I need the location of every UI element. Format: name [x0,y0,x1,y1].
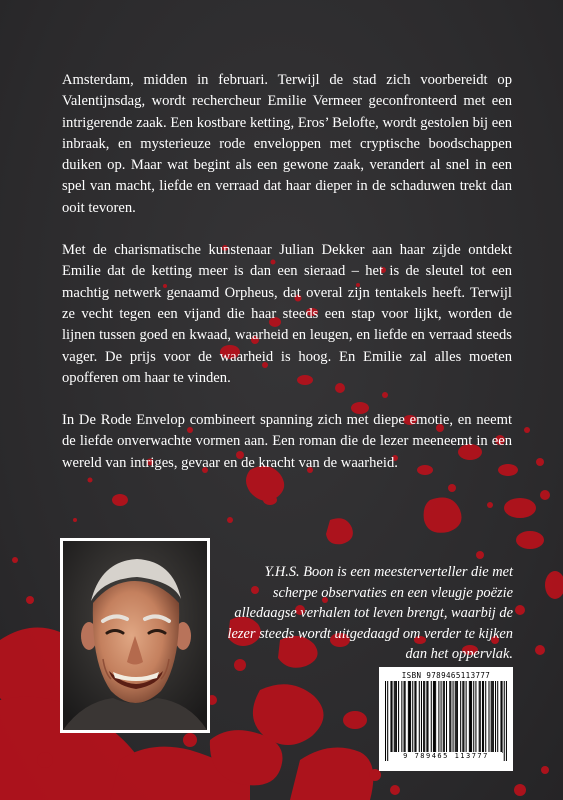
barcode-bar [426,681,427,753]
barcode-bar [409,681,410,753]
barcode-bar [441,681,442,753]
barcode-bar [483,681,484,753]
barcode-bar [416,681,417,753]
barcode-bar [485,681,486,753]
barcode-bar [446,681,447,753]
isbn-digits: 9 789465 113777 [390,752,502,761]
barcode-bars [385,681,507,761]
barcode-bar [404,681,405,753]
barcode-bar [473,681,474,753]
barcode-bar [433,681,434,753]
barcode-bar [424,681,425,753]
barcode-bar [410,681,411,753]
barcode-bar [427,681,428,753]
barcode-bar [392,681,393,753]
barcode-bar [444,681,445,753]
barcode-bar [443,681,444,753]
barcode-bar [506,681,507,761]
barcode-bar [460,681,461,753]
barcode-bar [434,681,435,753]
barcode-bar [457,681,458,753]
barcode-bar [500,681,501,753]
barcode-bar [463,681,464,753]
barcode-bar [482,681,483,753]
barcode-bar [466,681,467,753]
barcode-bar [492,681,493,753]
barcode-bar [504,681,505,761]
barcode-bar [431,681,432,753]
barcode-bar [423,681,424,753]
barcode-bar [385,681,386,761]
blurb-paragraph: Met de charismatische kunstenaar Julian Dekker aan haar zijde ontdekt Emilie dat de ketting meer is dan een sieraad – het is de sleutel tot een machtig netwerk genaamd Orpheus, dat overal zijn tentakels heeft. Terwijl ze vecht tegen een vijand die haar steeds een stap voor lijkt, worden de lijnen tussen goed en kwaad, waarheid en leugen, en liefde en verraad steeds vager. De prijs voor de waarheid is hoog. En Emilie zal alles moeten opofferen om haar te vinden. [62,242,512,386]
barcode-bar [456,681,457,753]
isbn-barcode [379,667,513,771]
barcode-bar [408,681,409,753]
barcode-bar [405,681,406,753]
barcode-bar [419,681,420,753]
barcode-bar [449,681,450,753]
barcode-bar [450,681,451,753]
blurb-paragraph: Amsterdam, midden in februari. Terwijl de stad zich voorbereidt op Valentijnsdag, wordt rechercheur Emilie Vermeer geconfronteerd met een intrigerende zaak. Een kostbare ketting, Eros’ Belofte, wordt gestolen bij een inbraak, en mysterieuze rode enveloppen met cryptische boodschappen duiken op. Maar wat begint als een gewone zaak, verandert al snel in een spel van macht, liefde en verraad dat haar dieper in de schaduwen trekt dan ooit tevoren. [62,72,512,216]
barcode-bar [435,681,436,753]
back-cover-blurb [62,70,512,495]
author-portrait [63,541,207,730]
barcode-bar [398,681,399,753]
isbn-label: ISBN 9789465113777 [401,671,491,680]
barcode-bar [387,681,388,761]
barcode-bar [479,681,480,753]
barcode-bar [396,681,397,753]
barcode-bar [491,681,492,753]
author-photo [60,538,210,733]
barcode-bar [455,681,456,753]
blurb-paragraph: In De Rode Envelop combineert spanning zich met diepe emotie, en neemt de liefde onverwachte vormen aan. Een roman die de lezer meeneemt in een wereld van intriges, gevaar en de kracht van de waarheid. [62,412,512,471]
barcode-bar [495,681,496,753]
barcode-bar [502,681,503,753]
barcode-bar [469,681,470,753]
barcode-bar [480,681,481,753]
barcode-bar [488,681,489,753]
barcode-bar [401,681,402,753]
barcode-bar [421,681,422,753]
barcode-bar [453,681,454,753]
barcode-bar [414,681,415,753]
barcode-bar [493,681,494,753]
author-bio: Y.H.S. Boon is een meesterverteller die met scherpe observaties en een vleugje poëzie alledaagse verhalen tot leven brengt, waarbij de lezer steeds wordt uitgedaagd om verder te kijken dan het oppervlak. [227,564,513,662]
barcode-bar [438,681,439,753]
barcode-bar [497,681,498,753]
barcode-bar [390,681,391,753]
barcode-bar [471,681,472,753]
barcode-bar [470,681,471,753]
barcode-bar [475,681,476,753]
barcode-bar [412,681,413,753]
barcode-bar [394,681,395,753]
barcode-bar [462,681,463,753]
barcode-bar [395,681,396,753]
